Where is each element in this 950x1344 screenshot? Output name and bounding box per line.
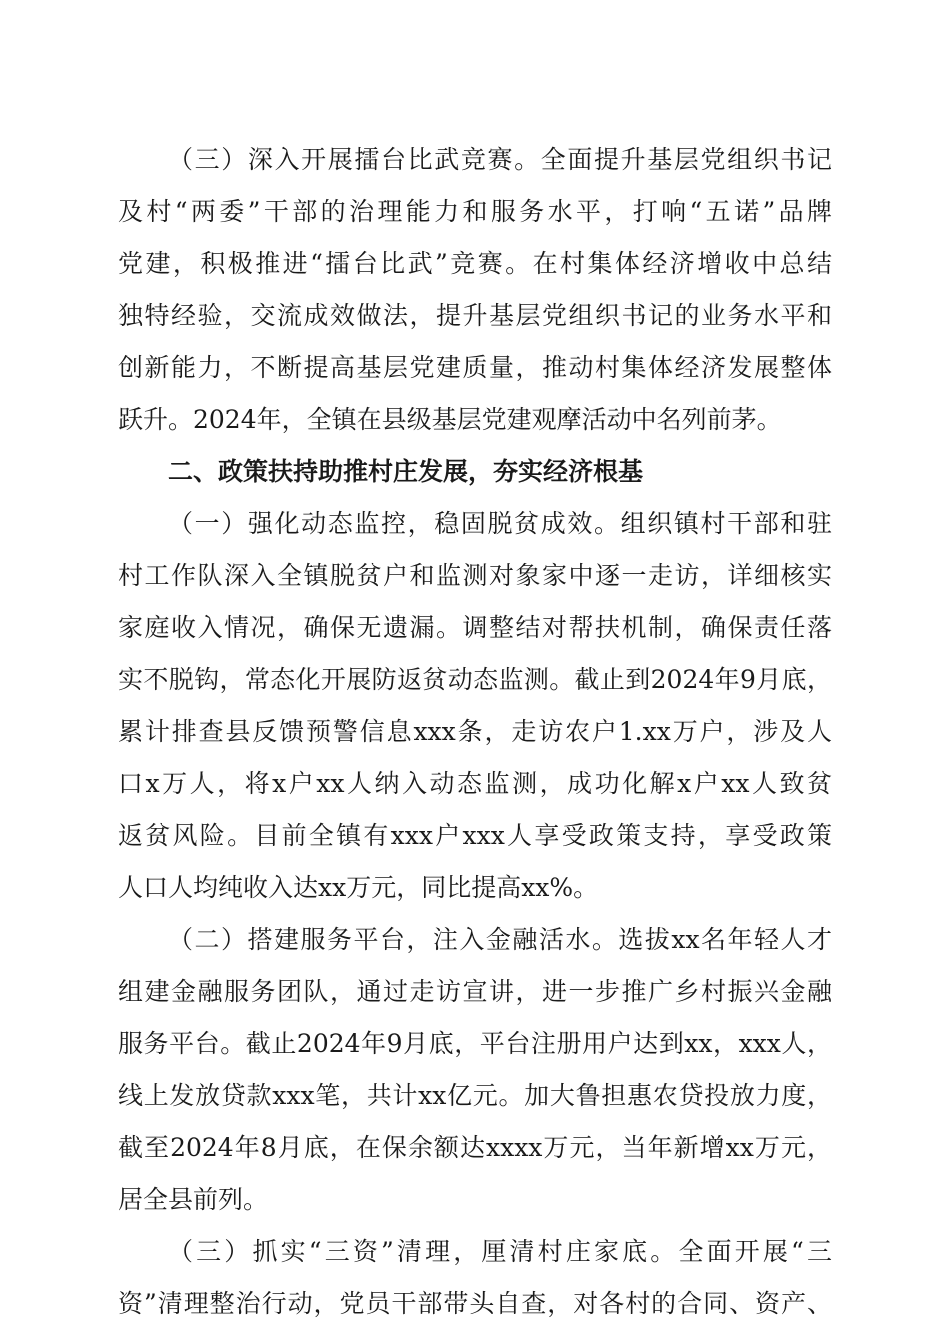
section-heading: 二、政策扶持助推村庄发展，夯实经济根基 xyxy=(168,457,644,486)
paragraph-line: 家庭收入情况，确保无遗漏。调整结对帮扶机制，确保责任落 xyxy=(118,613,832,642)
paragraph-line: （二）搭建服务平台，注入金融活水。选拔xx名年轻人才 xyxy=(168,925,832,954)
paragraph-line: （三）抓实“三资”清理，厘清村庄家底。全面开展“三 xyxy=(168,1237,832,1266)
paragraph-line: 独特经验，交流成效做法，提升基层党组织书记的业务水平和 xyxy=(118,301,832,330)
paragraph-line: 党建，积极推进“擂台比武”竞赛。在村集体经济增收中总结 xyxy=(118,249,832,278)
paragraph-line: 资”清理整治行动，党员干部带头自查，对各村的合同、资产、 xyxy=(118,1289,832,1318)
paragraph-line: 村工作队深入全镇脱贫户和监测对象家中逐一走访，详细核实 xyxy=(118,561,832,590)
paragraph-line: 及村“两委”干部的治理能力和服务水平，打响“五诺”品牌 xyxy=(118,197,832,226)
paragraph-line: 组建金融服务团队，通过走访宣讲，进一步推广乡村振兴金融 xyxy=(118,977,832,1006)
paragraph-line: 口x万人，将x户xx人纳入动态监测，成功化解x户xx人致贫 xyxy=(118,769,832,798)
paragraph-line: （三）深入开展擂台比武竞赛。全面提升基层党组织书记 xyxy=(168,145,832,174)
paragraph-line: 返贫风险。目前全镇有xxx户xxx人享受政策支持，享受政策 xyxy=(118,821,832,850)
paragraph-line: 服务平台。截止2024年9月底，平台注册用户达到xx，xxx人， xyxy=(118,1029,832,1058)
paragraph-line: 线上发放贷款xxx笔，共计xx亿元。加大鲁担惠农贷投放力度， xyxy=(118,1081,832,1110)
paragraph-line: （一）强化动态监控，稳固脱贫成效。组织镇村干部和驻 xyxy=(168,509,832,538)
paragraph-line: 跃升。2024年，全镇在县级基层党建观摩活动中名列前茅。 xyxy=(118,405,782,434)
paragraph-line: 居全县前列。 xyxy=(118,1185,269,1214)
paragraph-line: 累计排查县反馈预警信息xxx条，走访农户1.xx万户，涉及人 xyxy=(118,717,832,746)
paragraph-line: 截至2024年8月底，在保余额达xxxx万元，当年新增xx万元， xyxy=(118,1133,832,1162)
paragraph-line: 创新能力，不断提高基层党建质量，推动村集体经济发展整体 xyxy=(118,353,832,382)
paragraph-line: 人口人均纯收入达xx万元，同比提高xx%。 xyxy=(118,873,599,902)
paragraph-line: 实不脱钩，常态化开展防返贫动态监测。截止到2024年9月底， xyxy=(118,665,832,694)
